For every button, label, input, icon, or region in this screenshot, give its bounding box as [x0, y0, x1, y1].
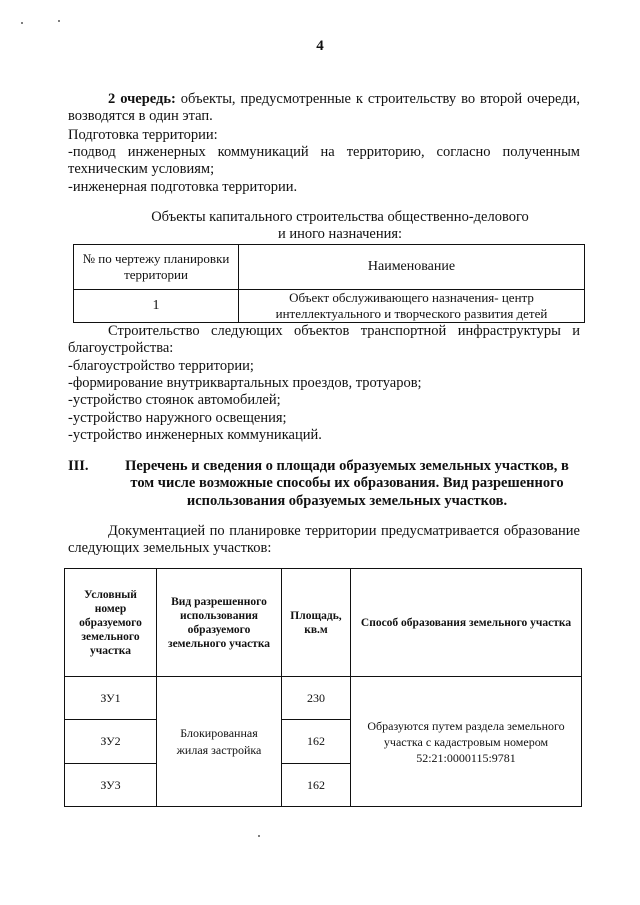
- object-number: 1: [74, 290, 239, 323]
- object-name: Объект обслуживающего назначения- центр интеллектуального и творческого развития детей: [239, 290, 585, 323]
- table-row: [74, 290, 585, 323]
- transport-intro: Строительство следующих объектов транспортной инфраструктуры и благоустройства:: [68, 323, 580, 357]
- plot-number: ЗУ3: [65, 764, 157, 807]
- plot-number: ЗУ1: [65, 677, 157, 720]
- transport-item: -благоустройство территории;: [68, 358, 254, 374]
- plots-col-use-header: Вид разрешенного использования образуемого земельного участка: [157, 569, 282, 677]
- plots-col-num-header: Условный номер образуемого земельного участка: [65, 569, 157, 677]
- scan-speck: [258, 835, 260, 837]
- plots-col-method-header: Способ образования земельного участка: [351, 569, 582, 677]
- plot-area: 230: [282, 677, 351, 720]
- queue2-paragraph: [68, 91, 580, 126]
- prep-title: Подготовка территории:: [68, 127, 218, 143]
- page-number: 4: [316, 38, 324, 54]
- plots-col-area-header: Площадь, кв.м: [282, 569, 351, 677]
- section-title: Перечень и сведения о площади образуемых земельных участков, в том числе возможные способы их образования. Вид разрешенного использования образуемых земельных участков.: [125, 458, 569, 509]
- objects-col-num-header: № по чертежу планировки территории: [74, 245, 239, 290]
- section-number: III.: [68, 458, 89, 474]
- transport-item: -устройство стоянок автомобилей;: [68, 392, 281, 408]
- objects-caption: Объекты капитального строительства общественно-делового и иного назначения:: [151, 209, 529, 243]
- scan-speck: [21, 22, 23, 24]
- plots-table: [64, 568, 582, 807]
- prep-item-1: -подвод инженерных коммуникаций на территорию, согласно полученным техническим условиям;: [68, 144, 580, 178]
- objects-col-name-header: Наименование: [239, 245, 585, 290]
- plot-area: 162: [282, 764, 351, 807]
- plot-area: 162: [282, 720, 351, 764]
- plot-number: ЗУ2: [65, 720, 157, 764]
- prep-item-2: -инженерная подготовка территории.: [68, 179, 298, 195]
- transport-item: -формирование внутриквартальных проездов, тротуаров;: [68, 375, 422, 391]
- queue2-text: объекты, предусмотренные к строительству во второй очереди, возводятся в один этап.: [68, 91, 580, 125]
- scan-speck: [58, 20, 60, 22]
- queue2-label: 2 очередь:: [108, 91, 176, 107]
- transport-item: -устройство инженерных коммуникаций.: [68, 427, 322, 443]
- table-row: [65, 677, 582, 720]
- transport-item: -устройство наружного освещения;: [68, 410, 287, 426]
- plot-use-value: Блокированная жилая застройка: [157, 677, 282, 807]
- plot-method-value: Образуются путем раздела земельного участка с кадастровым номером 52:21:0000115:9781: [351, 677, 582, 807]
- objects-table: [73, 244, 585, 323]
- doc-intro: Документацией по планировке территории предусматривается образование следующих земельных участков:: [68, 523, 580, 557]
